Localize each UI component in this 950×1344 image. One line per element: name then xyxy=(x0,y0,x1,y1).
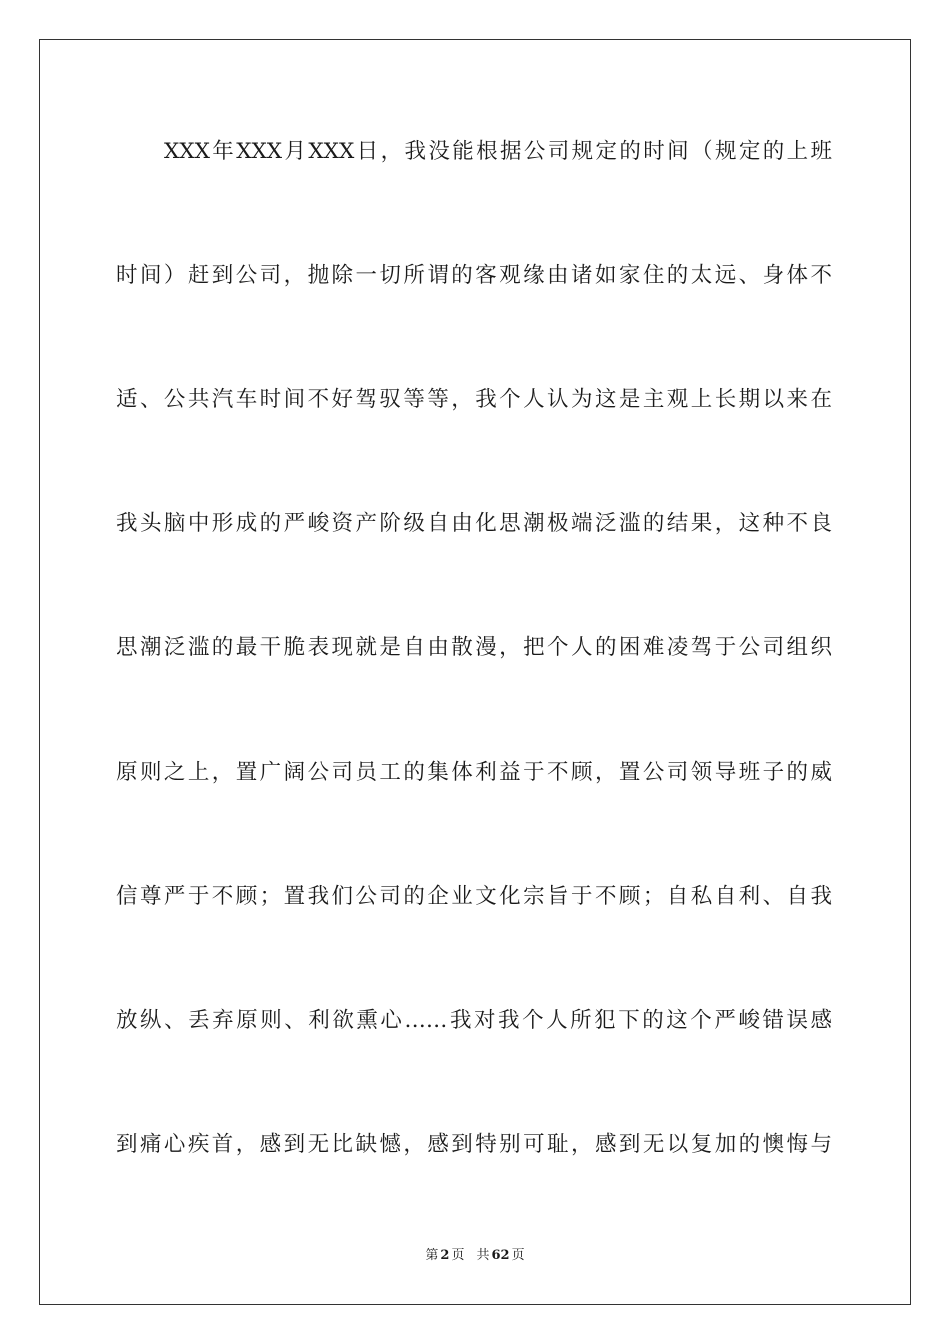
body-text-line: 信尊严于不顾；置我们公司的企业文化宗旨于不顾；自私自利、自我 xyxy=(116,884,832,909)
body-text-line: 原则之上，置广阔公司员工的集体利益于不顾，置公司领导班子的威 xyxy=(116,760,832,785)
page-number: 2 xyxy=(440,1248,450,1263)
body-text-line: 思潮泛滥的最干脆表现就是自由散漫，把个人的困难凌驾于公司组织 xyxy=(116,635,832,660)
body-text-line: XXX年XXX月XXX日，我没能根据公司规定的时间（规定的上班 xyxy=(164,139,832,164)
body-text-line: 放纵、丢弃原则、利欲熏心……我对我个人所犯下的这个严峻错误感 xyxy=(116,1008,832,1033)
page-border xyxy=(39,39,911,1305)
body-text-line: 到痛心疾首，感到无比缺憾，感到特别可耻，感到无以复加的懊悔与 xyxy=(116,1132,832,1157)
body-text-line: 我头脑中形成的严峻资产阶级自由化思潮极端泛滥的结果，这种不良 xyxy=(116,511,832,536)
page-label-prefix: 第 xyxy=(425,1248,439,1263)
body-text-line: 时间）赶到公司，抛除一切所谓的客观缘由诸如家住的太远、身体不 xyxy=(116,263,832,288)
total-pages: 62 xyxy=(491,1248,510,1263)
total-label-prefix: 共 xyxy=(476,1248,490,1263)
page-label-suffix: 页 xyxy=(451,1248,465,1263)
total-label-suffix: 页 xyxy=(511,1248,525,1263)
body-text-line: 适、公共汽车时间不好驾驭等等，我个人认为这是主观上长期以来在 xyxy=(116,387,832,412)
page-footer xyxy=(0,1247,950,1265)
